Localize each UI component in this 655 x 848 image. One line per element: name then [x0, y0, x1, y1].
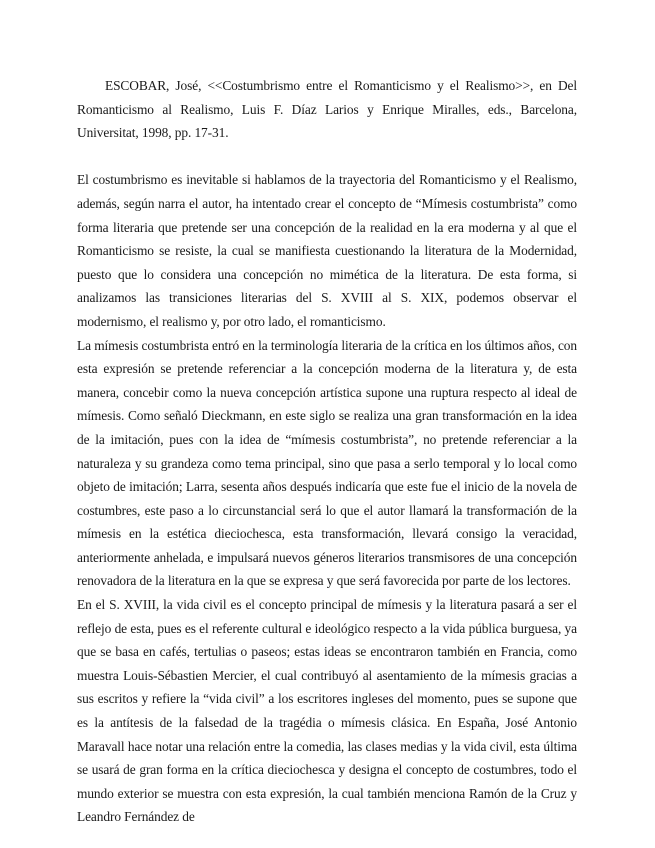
document-page [77, 74, 577, 829]
paragraph-mimesis-costumbrista: La mímesis costumbrista entró en la terminología literaria de la crítica en los últimos años, con esta expresión se pretende referenciar a la concepción moderna de la literatura y, de esta manera, concebir como la nueva concepción artística supone una ruptura respecto al ideal de mímesis. Como señaló Dieckmann, en este siglo se realiza una gran transformación en la idea de la imitación, pues con la idea de “mímesis costumbrista”, no pretende referenciar a la naturaleza y su grandeza como tema principal, sino que pasa a serlo temporal y lo local como objeto de imitación; Larra, sesenta años después indicaría que este fue el inicio de la novela de costumbres, este paso a lo circunstancial será lo que el autor llamará la transformación de la mímesis en la estética dieciochesca, esta transformación, llevará consigo la veracidad, anteriormente anhelada, e impulsará nuevos géneros literarios transmisores de una concepción renovadora de la literatura en la que se expresa y que será favorecida por parte de los lectores. [77, 337, 577, 589]
bibliographic-citation: ESCOBAR, José, <<Costumbrismo entre el Romanticismo y el Realismo>>, en Del Romanticismo al Realismo, Luis F. Díaz Larios y Enrique Miralles, eds., Barcelona, Universitat, 1998, pp. 17-31. [77, 78, 577, 141]
paragraph-vida-civil: En el S. XVIII, la vida civil es el concepto principal de mímesis y la literatura pasará a ser el reflejo de esta, pues es el referente cultural e ideológico respecto a la vida pública burguesa, ya que se basa en cafés, tertulias o paseos; estas ideas se encontraron también en Francia, como muestra Louis-Sébastien Mercier, el cual contribuyó al asentamiento de la mímesis gracias a sus escritos y refiere la “vida civil” a los escritores ingleses del momento, pues se supone que es la antítesis de la falsedad de la tragédia o mímesis clásica. En España, José Antonio Maravall hace notar una relación entre la comedia, las clases medias y la vida civil, esta última se usará de gran forma en la crítica dieciochesca y designa el concepto de costumbres, todo el mundo exterior se muestra con esta expresión, la cual también menciona Ramón de la Cruz y Leandro Fernández de [77, 597, 577, 825]
paragraph-costumbrismo-intro: El costumbrismo es inevitable si hablamos de la trayectoria del Romanticismo y el Realismo, además, según narra el autor, ha intentado crear el concepto de “Mímesis costumbrista” como forma literaria que pretende ser una concepción de la realidad en la era moderna y al que el Romanticismo se resiste, la cual se manifiesta cuestionando la literatura de la Modernidad, puesto que lo considera una concepción no mimética de la literatura. De esta forma, si analizamos las transiciones literarias del S. XVIII al S. XIX, podemos observar el modernismo, el realismo y, por otro lado, el romanticismo. [77, 172, 577, 329]
